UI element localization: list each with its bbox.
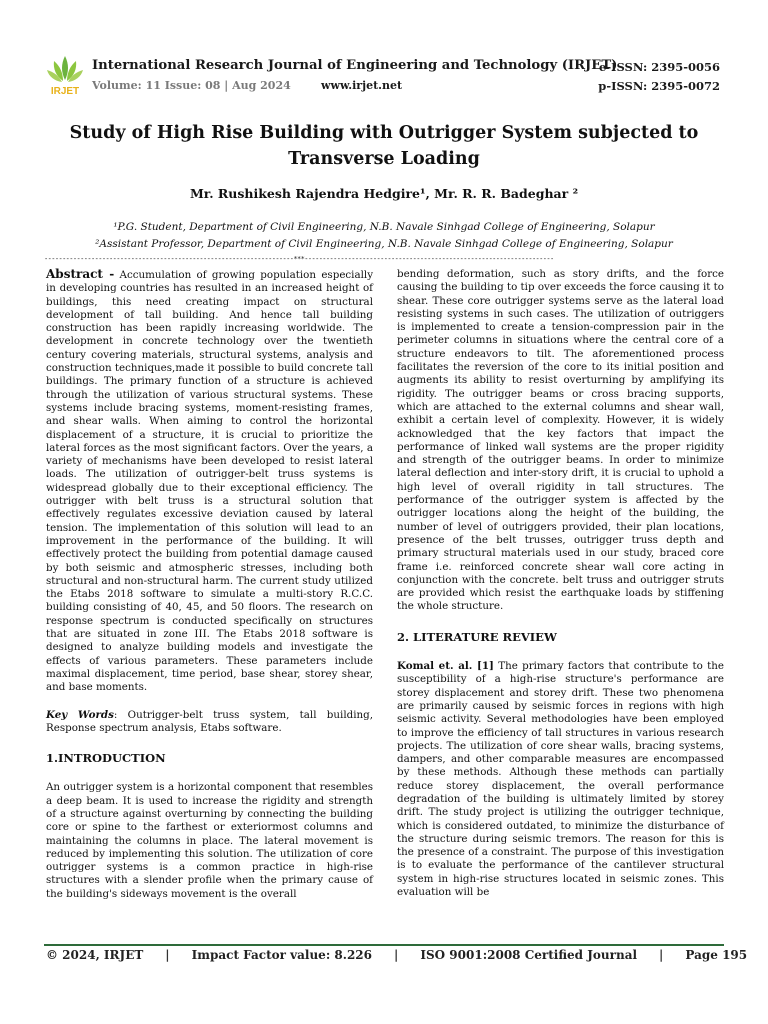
footer-page-number: Page 195 (685, 948, 748, 962)
svg-text:IRJET: IRJET (50, 86, 80, 96)
abstract-label: Abstract - (46, 267, 115, 281)
affiliation-1: ¹P.G. Student, Department of Civil Engineering, N.B. Navale Sinhgad College of Engineering, Solapur (113, 221, 655, 233)
journal-header (44, 52, 724, 96)
intro-continued: bending deformation, such as story drifts, and the force causing the building to tip over exceeds the force causing it to shear. These core outrigger systems serve as the lateral load resisting systems in such cases. The utilization of outriggers is implemented to create a tension-compression pair in the perimeter columns in situations where the central core of a structure endeavors to tilt. The aforementioned process facilitates the reversion of the core to its initial position and augments its ability to resist overturning by amplifying its rigidity. The outrigger beams or cross bracing supports, which are attached to the external columns and shear wall, exhibit a certain level of complexity. However, it is widely acknowledged that the key factors that impact the performance of linked wall systems are the proper rigidity and strength of the outrigger beams. In order to minimize lateral deflection and inter-story drift, it is crucial to uphold a high level of overall rigidity in tall structures. The performance of the outrigger system is affected by the outrigger locations along the height of the building, the number of level of outriggers provided, their plan locations, presence of the belt trusses, outrigger truss depth and primary structural materials used in our study, braced core frame i.e. reinforced concrete shear wall core acting in conjunction with the concrete. belt truss and outrigger struts are provided which resist the earthquake loads by stiffening the whole structure. (397, 268, 725, 613)
footer-divider: | (659, 948, 664, 962)
footer-divider: | (165, 948, 170, 962)
journal-name: International Research Journal of Engineering and Technology (IRJET) (92, 58, 618, 73)
eissn: e-ISSN: 2395-0056 (599, 60, 720, 74)
intro-heading: 1.INTRODUCTION (46, 751, 166, 766)
abstract-text: Accumulation of growing population especially in developing countries has resulted in an increased height of buildings, this need creating impact on structural development of tall building. And hence tall building construction has been rapidly increasing worldwide. The development in concrete technology over the twentieth century covering materials, structural systems, analysis and construction techniques,made it possible to build concrete tall buildings. The primary function of a structure is achieved through the utilization of various structural systems. These systems include bracing systems, moment-resisting frames, and shear walls. When aiming to control the horizontal displacement of a structure, it is crucial to prioritize the lateral forces as the most significant factors. Over the years, a variety of mechanisms have been developed to resist lateral loads. The utilization of outrigger-belt truss systems is widespread globally due to their exceptional efficiency. The outrigger with belt truss is a structural solution that effectively regulates excessive deviation caused by lateral tension. The implementation of this solution will lead to an improvement in the performance of the building. It will effectively protect the building from potential damage caused by both seismic and atmospheric stresses, including both structural and non-structural harm. The current study utilized the Etabs 2018 software to simulate a multi-story R.C.C. building consisting of 40, 45, and 50 floors. The research on response spectrum is conducted specifically on structures that are situated in zone III. The Etabs 2018 software is designed to analyze building models and investigate the effects of various parameters. These parameters include maximal displacement, time period, base shear, storey shear, and base moments. (46, 269, 374, 694)
section-separator: ---------------------------------------------------------------------***--------------------------------------------------------------------- (44, 255, 554, 263)
literature-heading: 2. LITERATURE REVIEW (397, 629, 557, 644)
journal-website: www.irjet.net (321, 79, 403, 92)
literature-reference: Komal et. al. [1] (397, 660, 494, 673)
footer-impact-factor: Impact Factor value: 8.226 (191, 948, 373, 962)
paper-authors: Mr. Rushikesh Rajendra Hedgire¹, Mr. R. R. Badeghar ² (189, 186, 579, 201)
footer-rule (44, 944, 724, 946)
paper-title: Study of High Rise Building with Outrigger System subjected to Transverse Loading (69, 123, 699, 169)
affiliation-2: ²Assistant Professor, Department of Civil Engineering, N.B. Navale Sinhgad College of Engineering, Solapur (95, 238, 673, 250)
footer-copyright: © 2024, IRJET (46, 948, 144, 962)
abstract (46, 268, 373, 695)
keywords-label: Key Words (46, 708, 114, 721)
right-column (397, 268, 724, 899)
pissn: p-ISSN: 2395-0072 (598, 79, 720, 93)
issue-info: Volume: 11 Issue: 08 | Aug 2024 (92, 79, 291, 92)
footer-divider: | (394, 948, 399, 962)
literature-paragraph (397, 660, 724, 899)
keywords-text: : Outrigger-belt truss system, tall building, Response spectrum analysis, Etabs software. (46, 708, 373, 734)
literature-text: The primary factors that contribute to the susceptibility of a high-rise structure's performance are storey displacement and storey drift. These two phenomena are primarily caused by seismic forces in regions with high seismic activity. Several methodologies have been employed to improve the efficiency of tall structures in various research projects. The utilization of core shear walls, bracing systems, dampers, and other comparable measures are encompassed by these methods. Although these methods can partially reduce storey displacement, the overall performance degradation of the building is ultimately limited by storey drift. The study project is utilizing the outrigger technique, which is considered outdated, to minimize the disturbance of the structure during seismic tremors. The reason for this is the presence of a constraint. The purpose of this investigation is to evaluate the performance of the cantilever structural system in high-rise structures located in seismic zones. This evaluation will be (397, 660, 725, 899)
irjet-logo (44, 52, 86, 96)
footer-iso: ISO 9001:2008 Certified Journal (420, 948, 638, 962)
keywords (46, 709, 373, 736)
left-column (46, 268, 373, 901)
intro-paragraph: An outrigger system is a horizontal component that resembles a deep beam. It is used to increase the rigidity and strength of a structure against overturning by connecting the building core or spine to the farthest or exteriormost columns and maintaining the columns in place. The lateral movement is reduced by implementing this solution. The utilization of core outrigger systems is a common practice in high-rise structures with a slender profile when the primary cause of the building's sideways movement is the overall (46, 781, 373, 900)
page-footer (44, 948, 748, 962)
